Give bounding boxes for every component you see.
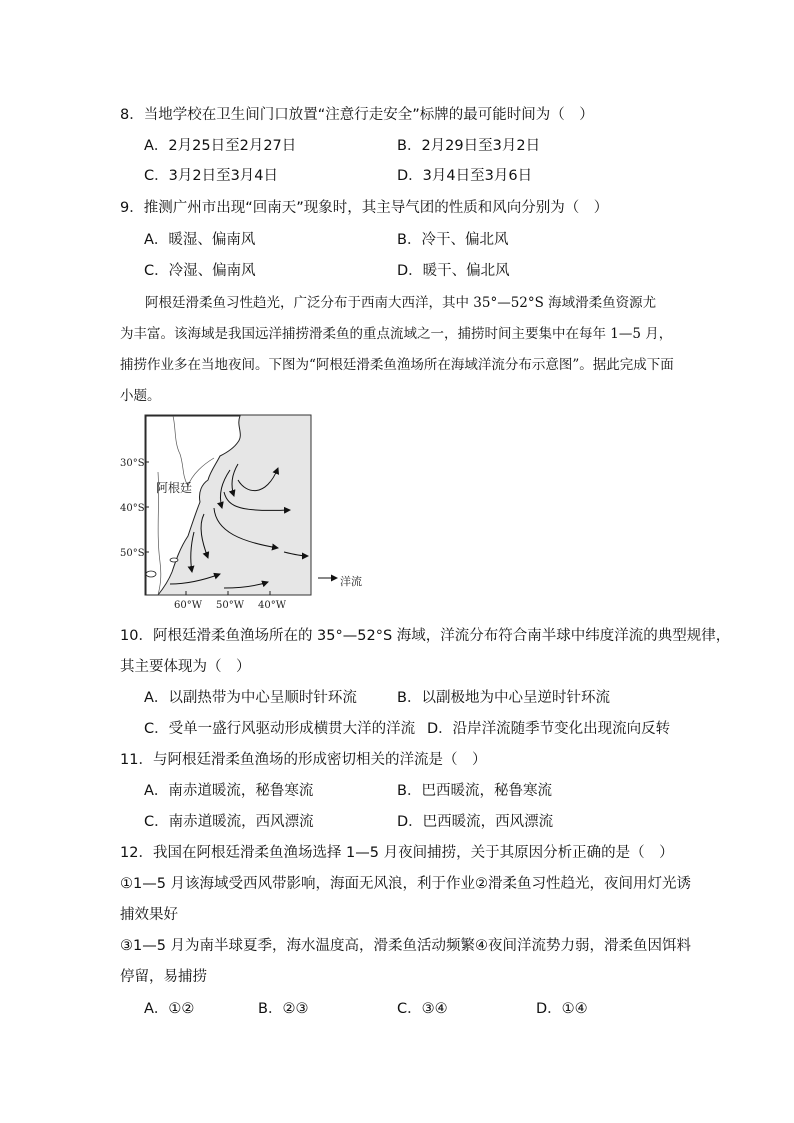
q9-option-b: B．冷干、偏北风 [397,232,509,248]
q11-option-b: B．巴西暖流，秘鲁寒流 [397,783,552,799]
q9-option-c: C．冷湿、偏南风 [144,263,256,279]
lat-label-40s: 40°S [120,503,145,514]
country-label-argentina: 阿根廷 [156,481,193,495]
q9-option-a: A．暖湿、偏南风 [144,232,256,248]
q10-option-c: C．受单一盛行风驱动形成横贯大洋的洋流 [144,721,416,737]
passage-line-2: 为丰富。该海域是我国远洋捕捞滑柔鱼的重点流域之一，捕捞时间主要集中在每年 1—5 月， [120,326,673,342]
lat-label-30s: 30°S [120,458,145,469]
legend-label-current: 洋流 [340,575,362,588]
q12-stem: 12．我国在阿根廷滑柔鱼渔场选择 1—5 月夜间捕捞，关于其原因分析正确的是（ ） [120,845,674,861]
q9-option-d: D．暖干、偏北风 [397,263,510,279]
q11-option-c: C．南赤道暖流，西风漂流 [144,814,314,830]
q10-stem-line-2: 其主要体现为（ ） [120,659,251,675]
q11-option-a: A．南赤道暖流，秘鲁寒流 [144,783,314,799]
q12-statement-line-1: ①1—5 月该海域受西风带影响，海面无风浪，利于作业②滑柔鱼习性趋光，夜间用灯光诱 [120,876,692,892]
q8-option-c: C．3月2日至3月4日 [144,168,279,184]
ocean-current-map [118,412,378,612]
passage-line-4: 小题。 [120,388,161,404]
passage-line-3: 捕捞作业多在当地夜间。下图为“阿根廷滑柔鱼渔场所在海域洋流分布示意图”。据此完成下面 [120,357,674,373]
q8-option-a: A．2月25日至2月27日 [144,138,297,154]
lon-label-50w: 50°W [216,600,245,611]
q8-option-b: B．2月29日至3月2日 [397,138,541,154]
q12-option-c: C．③④ [397,1001,448,1017]
q12-statement-line-2: 捕效果好 [120,907,178,923]
lon-label-40w: 40°W [258,600,287,611]
q11-stem: 11．与阿根廷滑柔鱼渔场的形成密切相关的洋流是（ ） [120,752,487,768]
q12-option-d: D．①④ [536,1001,588,1017]
q10-stem-line-1: 10．阿根廷滑柔鱼渔场所在的 35°—52°S 海域，洋流分布符合南半球中纬度洋流的典型规律， [120,628,731,644]
q8-option-d: D．3月4日至3月6日 [397,168,533,184]
q10-option-d: D．沿岸洋流随季节变化出现流向反转 [427,721,671,737]
q10-option-b: B．以副极地为中心呈逆时针环流 [397,690,610,706]
q10-option-a: A．以副热带为中心呈顺时针环流 [144,690,357,706]
lon-label-60w: 60°W [174,600,203,611]
q11-option-d: D．巴西暖流，西风漂流 [397,814,554,830]
q12-option-b: B．②③ [258,1001,309,1017]
q8-stem: 8．当地学校在卫生间门口放置“注意行走安全”标牌的最可能时间为（ ） [120,107,594,123]
lat-label-50s: 50°S [120,548,145,559]
q9-stem: 9．推测广州市出现“回南天”现象时，其主导气团的性质和风向分别为（ ） [120,200,609,216]
q12-option-a: A．①② [144,1001,195,1017]
q12-statement-line-3: ③1—5 月为南半球夏季，海水温度高，滑柔鱼活动频繁④夜间洋流势力弱，滑柔鱼因饵料 [120,938,692,954]
q12-statement-line-4: 停留，易捕捞 [120,969,207,985]
tierra-del-fuego [146,571,156,577]
passage-line-1: 阿根廷滑柔鱼习性趋光，广泛分布于西南大西洋，其中 35°—52°S 海域滑柔鱼资源尤 [145,295,657,311]
falkland-islands [170,558,178,562]
